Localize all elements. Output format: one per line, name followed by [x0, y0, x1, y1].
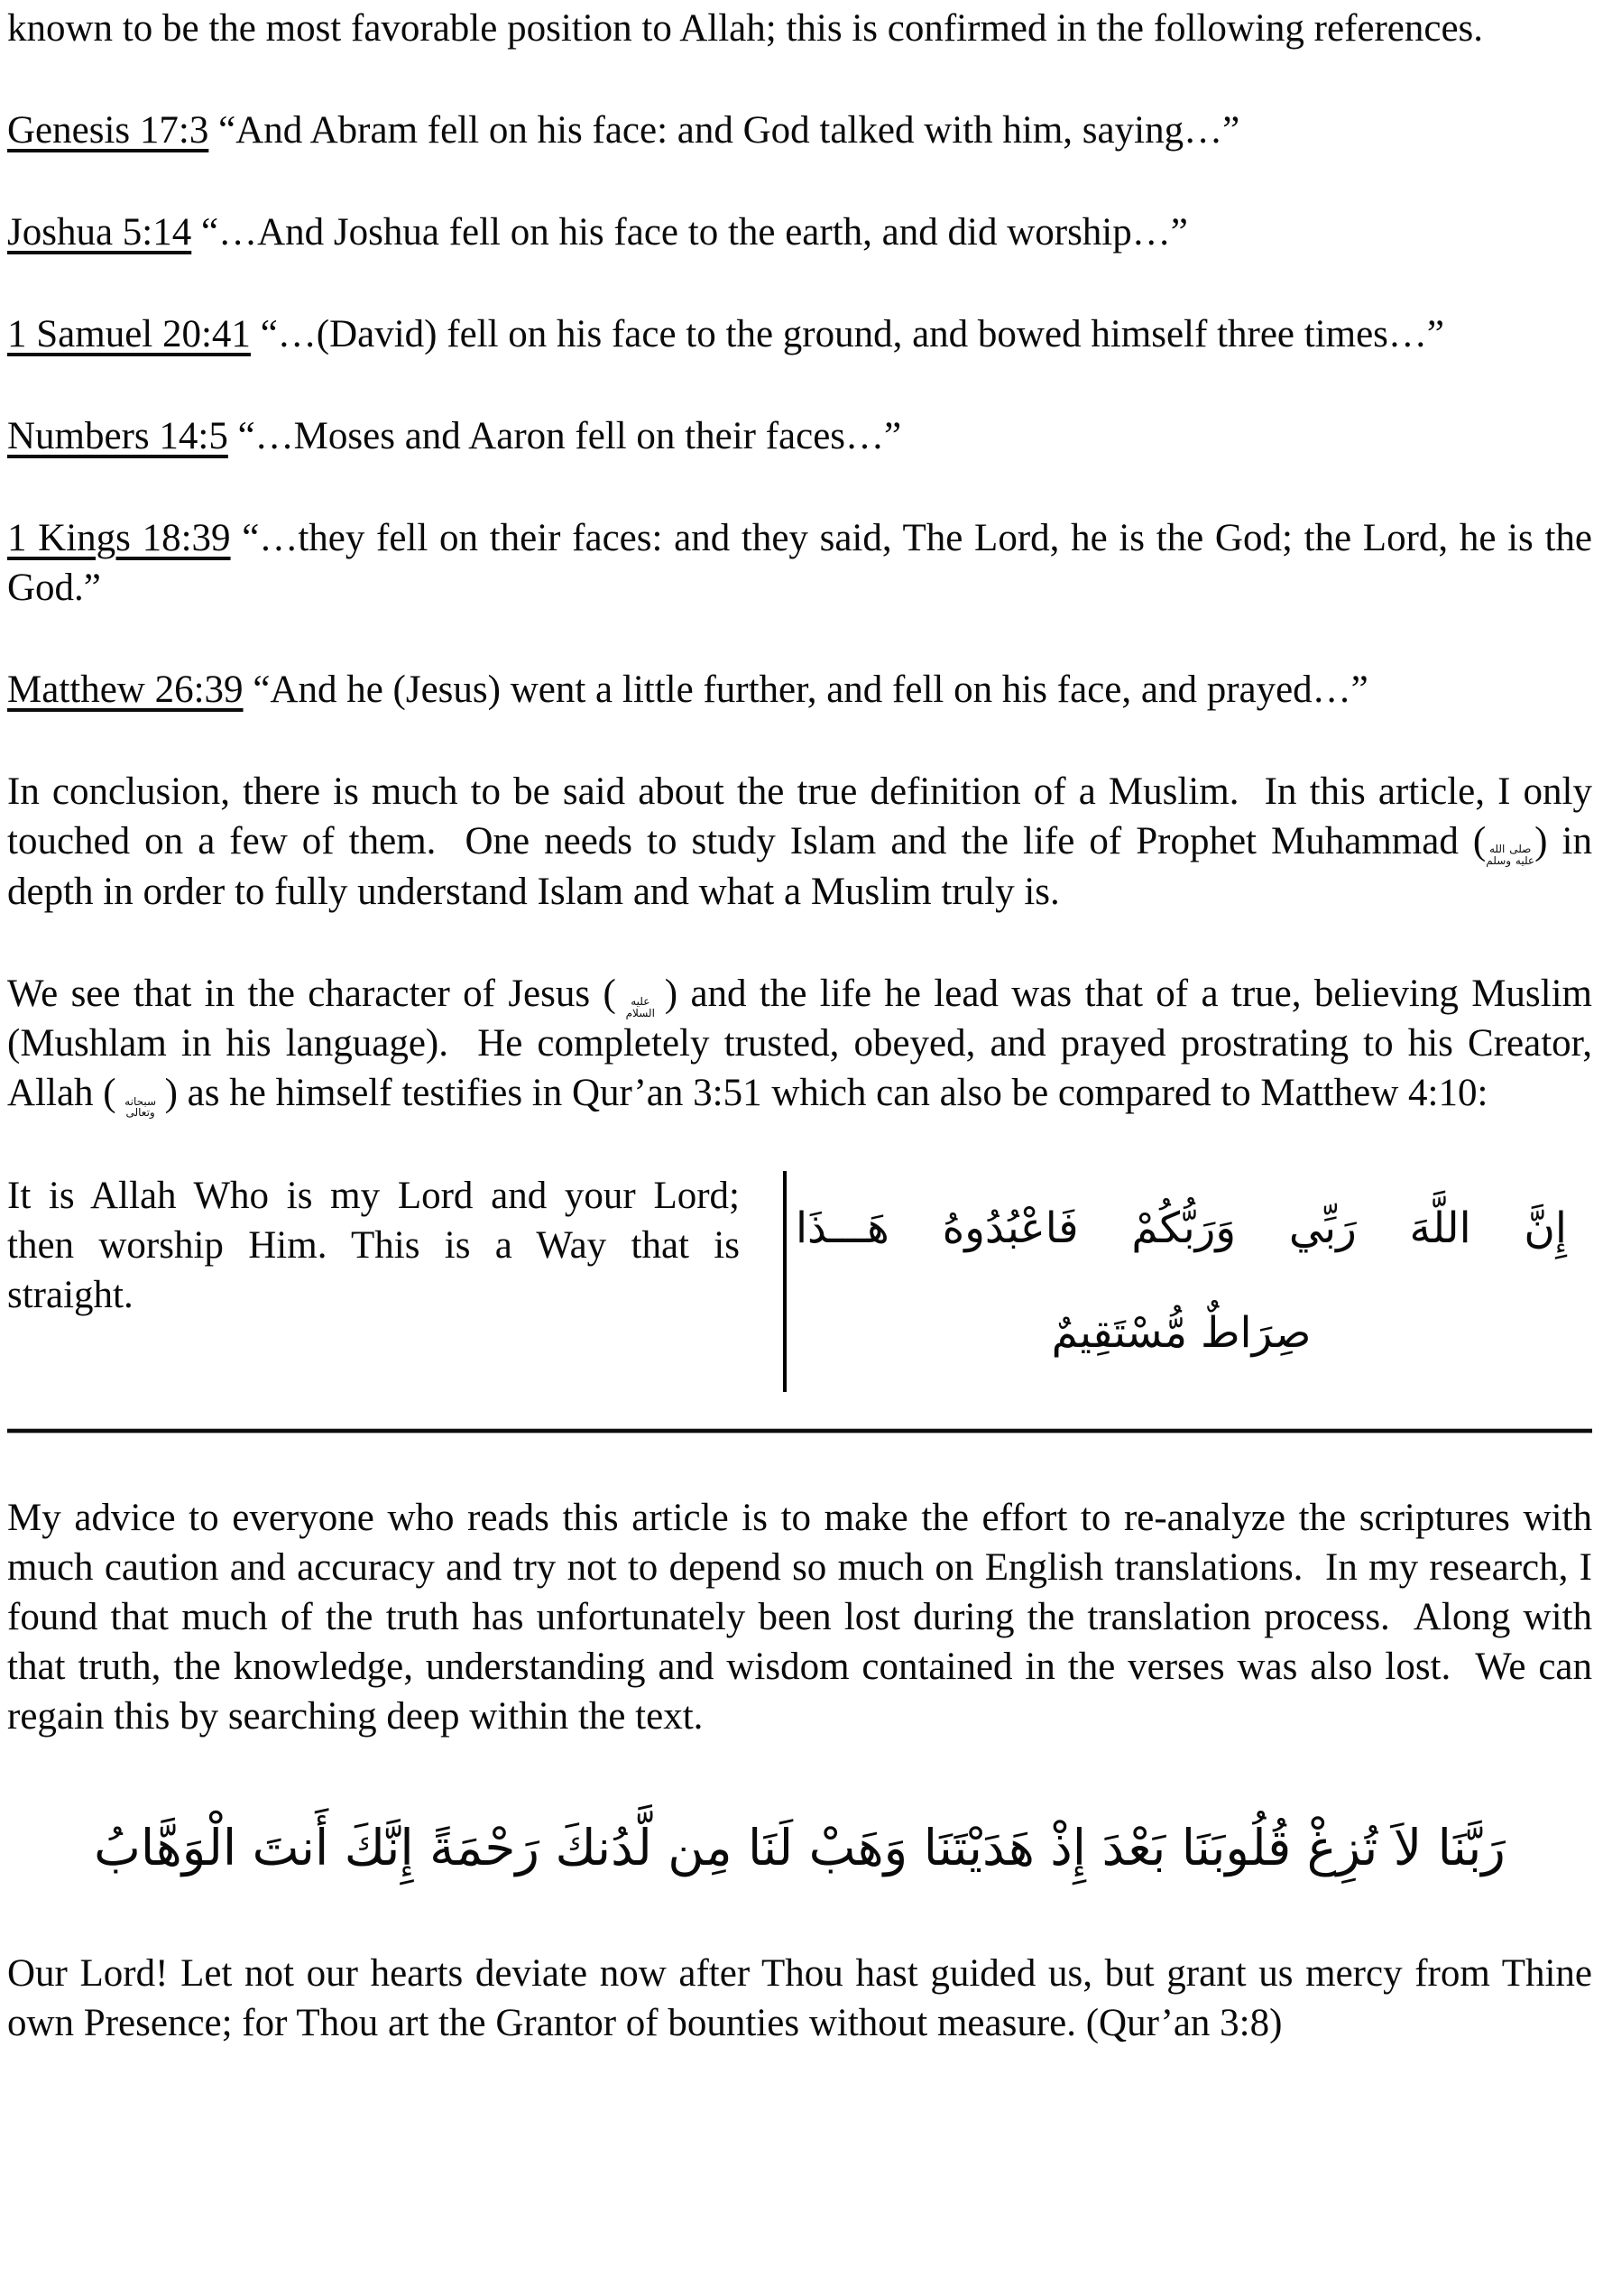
- scripture-line-samuel: [7, 309, 1592, 359]
- closing-paragraph: Our Lord! Let not our hearts deviate now after Thou hast guided us, but grant us mercy from Thine own Presence; for Thou art the Grantor of bounties without measure. (Qur’an 3:8): [7, 1951, 1592, 2044]
- scripture-ref-kings: 1 Kings 18:39: [7, 517, 231, 559]
- scripture-line-numbers: [7, 411, 1592, 461]
- scripture-ref-matthew: Matthew 26:39: [7, 669, 244, 711]
- scripture-ref-joshua: Joshua 5:14: [7, 211, 192, 254]
- arabic-quran-3-8-verse: رَبَّنَا لاَ تُزِغْ قُلُوبَنَا بَعْدَ إِذْ هَدَيْتَنَا وَهَبْ لَنَا مِن لَّدُنكَ رَحْمَةً إِنَّكَ أَنتَ الْوَهَّابُ: [94, 1818, 1506, 1876]
- scripture-quote-samuel: “…(David) fell on his face to the ground, and bowed himself three times…”: [250, 313, 1444, 355]
- english-translation-quote: It is Allah Who is my Lord and your Lord; then worship Him. This is a Way that is straight.: [7, 1174, 740, 1316]
- conclusion-paragraph: [7, 767, 1592, 917]
- scripture-ref-genesis: Genesis 17:3: [7, 109, 209, 152]
- muhammad-honorific-stamp: صلى الله عليه وسلم: [1486, 843, 1535, 867]
- scripture-quote-genesis: “And Abram fell on his face: and God talked with him, saying…”: [208, 109, 1240, 152]
- conclusion-text-2: ) in depth in order to fully understand Islam and what a Muslim truly is.: [7, 820, 1592, 913]
- scripture-quote-joshua: “…And Joshua fell on his face to the earth, and did worship…”: [191, 211, 1188, 254]
- advice-paragraph: My advice to everyone who reads this article is to make the effort to re-analyze the scriptures with much caution and accuracy and try not to depend so much on English translations. In my research, I found that much of the truth has unfortunately been lost during the translation process. Along with that truth, the knowledge, understanding and wisdom contained in the verses was also lost. We can regain this by searching deep within the text.: [7, 1496, 1592, 1738]
- scripture-quote-matthew: “And he (Jesus) went a little further, and fell on his face, and prayed…”: [243, 669, 1368, 711]
- character-text-3: ) as he himself testifies in Qur’an 3:51 which can also be compared to Matthew 4:10:: [164, 1072, 1488, 1115]
- scripture-line-matthew: [7, 665, 1592, 715]
- arabic-quran-3-51-line-2: صِرَاطٌ مُّسْتَقِيمٌ: [1051, 1307, 1312, 1358]
- scripture-quote-numbers: “…Moses and Aaron fell on their faces…”: [227, 415, 902, 457]
- quote-comparison-block: [7, 1171, 1592, 1392]
- arabic-quran-3-51-line-1: إِنَّ اللَّهَ رَبِّي وَرَبُّكُمْ فَاعْبُدُوهُ هَـــذَا: [796, 1203, 1567, 1253]
- scripture-line-joshua: [7, 207, 1592, 257]
- scripture-ref-samuel: 1 Samuel 20:41: [7, 313, 251, 355]
- scripture-line-genesis: [7, 106, 1592, 155]
- arabic-quran-3-51: [787, 1171, 1592, 1392]
- intro-paragraph: known to be the most favorable position to Allah; this is confirmed in the following references.: [7, 7, 1484, 50]
- jesus-honorific-stamp: عليه السلام: [625, 995, 655, 1019]
- scripture-line-kings: [7, 513, 1592, 613]
- character-paragraph: [7, 969, 1592, 1119]
- conclusion-text-1: In conclusion, there is much to be said about the true definition of a Muslim. In this article, I only touched on a few of them. One needs to study Islam and the life of Prophet Muhammad (: [7, 770, 1592, 862]
- character-text-2: ) and the life he lead was that of a true, believing Muslim (Mushlam in his language). He completely trusted, obeyed, and prayed prostrating to his Creator, Allah (: [7, 972, 1593, 1115]
- character-text-1: We see that in the character of Jesus (: [7, 972, 616, 1015]
- scripture-quote-kings: “…they fell on their faces: and they said, The Lord, he is the God; the Lord, he is the God.”: [7, 517, 1592, 609]
- allah-honorific-stamp: سبحانه وتعالى: [124, 1094, 157, 1120]
- horizontal-rule: [7, 1428, 1592, 1434]
- scripture-ref-numbers: Numbers 14:5: [7, 415, 228, 457]
